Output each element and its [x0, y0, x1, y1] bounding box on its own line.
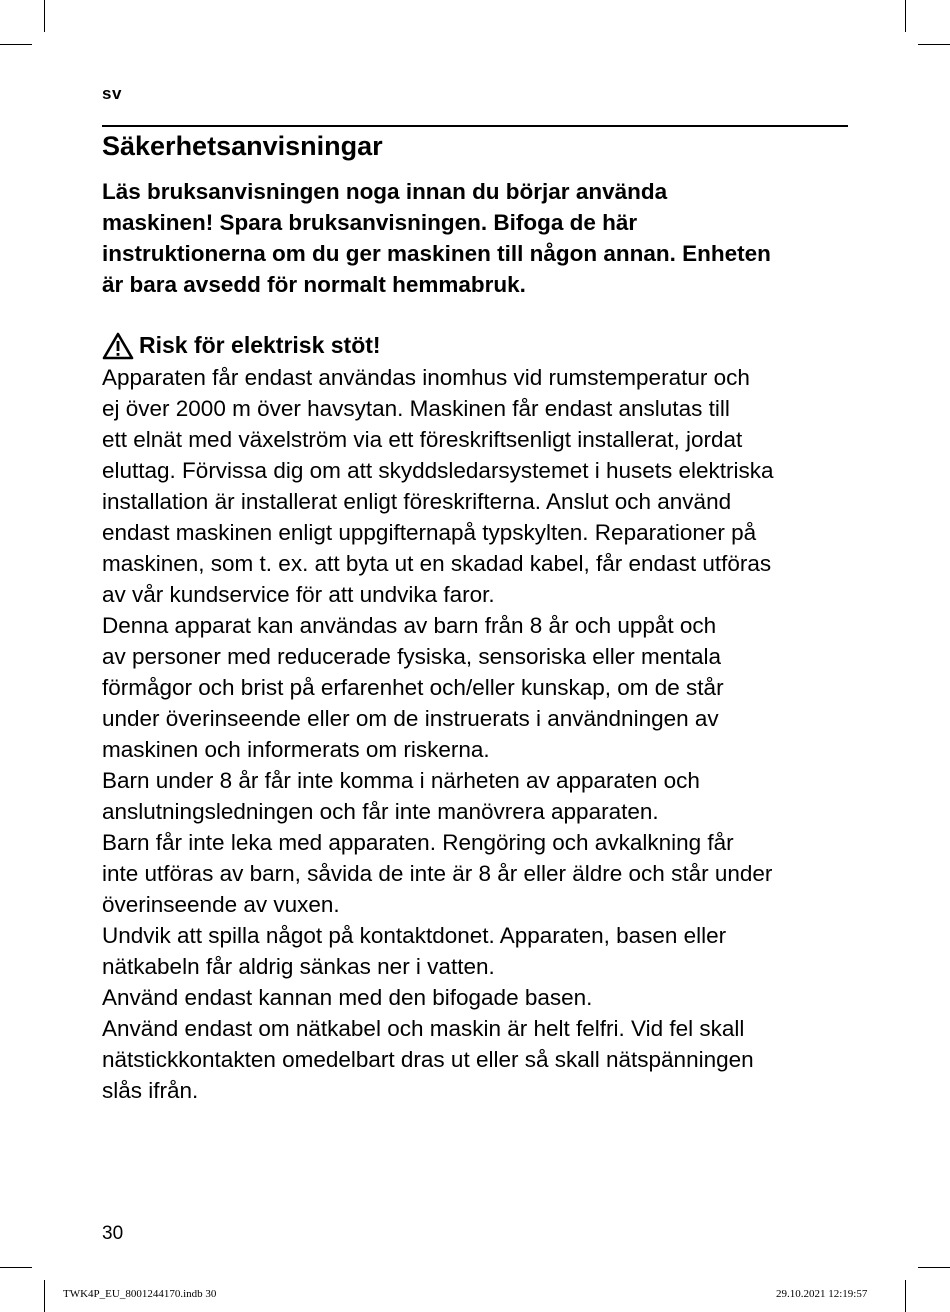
body-line: maskinen, som t. ex. att byta ut en skadad kabel, får endast utföras — [102, 551, 772, 576]
body-line: maskinen och informerats om riskerna. — [102, 737, 490, 762]
body-line: inte utföras av barn, såvida de inte är 8 år eller äldre och står under — [102, 861, 773, 886]
body-line: Denna apparat kan användas av barn från 8 år och uppåt och — [102, 613, 717, 638]
intro-line: är bara avsedd för normalt hemmabruk. — [102, 272, 526, 297]
page-title: Säkerhetsanvisningar — [102, 131, 383, 161]
page-number: 30 — [102, 1223, 124, 1244]
body-line: av vår kundservice för att undvika faror. — [102, 582, 495, 607]
body-line: anslutningsledningen och får inte manövrera apparaten. — [102, 799, 659, 824]
body-line: installation är installerat enligt föreskrifterna. Anslut och använd — [102, 489, 732, 514]
warning-triangle-icon — [102, 332, 134, 360]
body-line: Använd endast kannan med den bifogade basen. — [102, 985, 593, 1010]
body-line: nätstickkontakten omedelbart dras ut eller så skall nätspänningen — [102, 1047, 754, 1072]
body-line: Undvik att spilla något på kontaktdonet. Apparaten, basen eller — [102, 923, 727, 948]
body-line: slås ifrån. — [102, 1078, 199, 1103]
body-line: under överinseende eller om de instruerats i användningen av — [102, 706, 719, 731]
intro-paragraph — [102, 176, 842, 300]
safety-body — [102, 362, 847, 1106]
body-line: ej över 2000 m över havsytan. Maskinen får endast anslutas till — [102, 396, 730, 421]
language-code: sv — [102, 84, 122, 103]
body-line: nätkabeln får aldrig sänkas ner i vatten. — [102, 954, 495, 979]
body-line: Apparaten får endast användas inomhus vid rumstemperatur och — [102, 365, 750, 390]
body-line: av personer med reducerade fysiska, sensoriska eller mentala — [102, 644, 722, 669]
body-line: eluttag. Förvissa dig om att skyddsledarsystemet i husets elektriska — [102, 458, 774, 483]
crop-mark-bottom-right-h — [918, 1267, 950, 1268]
crop-mark-top-left-h — [0, 44, 32, 45]
warning-heading — [102, 330, 381, 361]
body-line: Barn under 8 år får inte komma i närheten av apparaten och — [102, 768, 700, 793]
intro-line: instruktionerna om du ger maskinen till någon annan. Enheten — [102, 241, 771, 266]
crop-mark-bottom-right — [905, 1280, 906, 1312]
crop-mark-bottom-left — [44, 1280, 45, 1312]
crop-mark-top-left — [44, 0, 45, 32]
intro-line: Läs bruksanvisningen noga innan du börjar använda — [102, 179, 668, 204]
body-line: Använd endast om nätkabel och maskin är helt felfri. Vid fel skall — [102, 1016, 745, 1041]
footer-file-info: TWK4P_EU_8001244170.indb 30 — [63, 1288, 217, 1300]
header-rule — [102, 125, 848, 127]
body-line: Barn får inte leka med apparaten. Rengöring och avkalkning får — [102, 830, 734, 855]
crop-mark-top-right — [905, 0, 906, 32]
footer-timestamp: 29.10.2021 12:19:57 — [776, 1288, 868, 1300]
intro-line: maskinen! Spara bruksanvisningen. Bifoga de här — [102, 210, 638, 235]
crop-mark-bottom-left-h — [0, 1267, 32, 1268]
warning-heading-text: Risk för elektrisk stöt! — [139, 332, 381, 358]
body-line: ett elnät med växelström via ett föreskriftsenligt installerat, jordat — [102, 427, 743, 452]
body-line: förmågor och brist på erfarenhet och/eller kunskap, om de står — [102, 675, 724, 700]
body-line: endast maskinen enligt uppgifternapå typskylten. Reparationer på — [102, 520, 757, 545]
crop-mark-top-right-h — [918, 44, 950, 45]
body-line: överinseende av vuxen. — [102, 892, 340, 917]
